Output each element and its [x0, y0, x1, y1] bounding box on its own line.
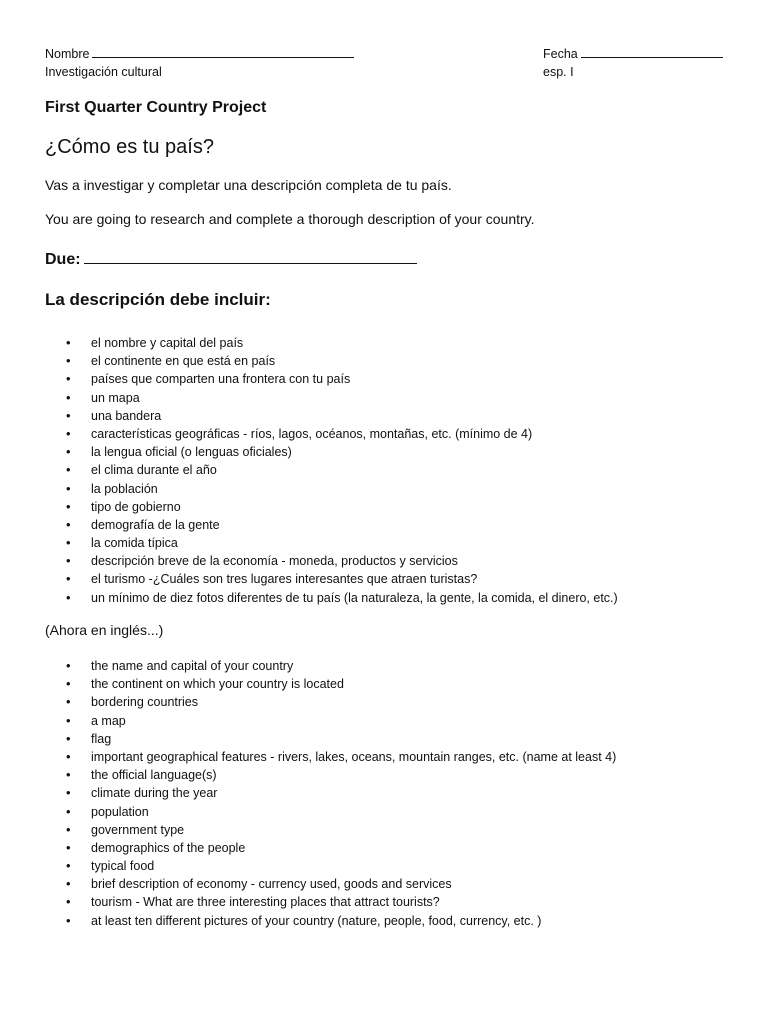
list-item: • el continente en que está en país — [66, 352, 618, 370]
list-item: • el nombre y capital del país — [66, 334, 618, 352]
list-item: • brief description of economy - currency used, goods and services — [66, 875, 616, 893]
list-item: • descripción breve de la economía - moneda, productos y servicios — [66, 552, 618, 570]
list-item: • el turismo -¿Cuáles son tres lugares interesantes que atraen turistas? — [66, 570, 618, 588]
level-label: esp. I — [543, 65, 574, 79]
list-item: • population — [66, 803, 616, 821]
list-item: • el clima durante el año — [66, 461, 618, 479]
date-label: Fecha — [543, 47, 578, 61]
list-item: • características geográficas - ríos, lagos, océanos, montañas, etc. (mínimo de 4) — [66, 425, 618, 443]
list-item: • países que comparten una frontera con tu país — [66, 370, 618, 388]
date-row — [543, 45, 723, 63]
date-blank-line[interactable] — [581, 45, 723, 58]
list-item: • flag — [66, 730, 616, 748]
list-item: • a map — [66, 712, 616, 730]
page-title: First Quarter Country Project — [45, 99, 267, 116]
intro-english: You are going to research and complete a thorough description of your country. — [45, 211, 535, 227]
list-item: • una bandera — [66, 407, 618, 425]
list-item: • demographics of the people — [66, 839, 616, 857]
list-item: • tipo de gobierno — [66, 498, 618, 516]
list-item: • government type — [66, 821, 616, 839]
section-heading-spanish: La descripción debe incluir: — [45, 290, 271, 309]
list-item: • at least ten different pictures of your country (nature, people, food, currency, etc. ) — [66, 912, 616, 930]
header-left — [45, 45, 354, 81]
list-item: • the continent on which your country is located — [66, 675, 616, 693]
section-heading-english: (Ahora en inglés...) — [45, 622, 164, 638]
list-item: • the name and capital of your country — [66, 657, 616, 675]
list-item: • the official language(s) — [66, 766, 616, 784]
due-blank-line[interactable] — [84, 249, 417, 264]
due-row — [45, 249, 417, 269]
course-label: Investigación cultural — [45, 65, 162, 79]
question-heading: ¿Cómo es tu país? — [45, 136, 214, 158]
list-item: • un mapa — [66, 389, 618, 407]
name-blank-line[interactable] — [92, 45, 354, 58]
list-item: • typical food — [66, 857, 616, 875]
requirements-list-english — [66, 657, 616, 930]
list-item: • climate during the year — [66, 784, 616, 802]
list-item: • bordering countries — [66, 693, 616, 711]
list-item: • la comida típica — [66, 534, 618, 552]
name-label: Nombre — [45, 47, 90, 61]
list-item: • demografía de la gente — [66, 516, 618, 534]
intro-spanish: Vas a investigar y completar una descripción completa de tu país. — [45, 177, 452, 193]
list-item: • un mínimo de diez fotos diferentes de tu país (la naturaleza, la gente, la comida, el dinero, etc.) — [66, 589, 618, 607]
list-item: • important geographical features - rivers, lakes, oceans, mountain ranges, etc. (name at least 4) — [66, 748, 616, 766]
list-item: • la lengua oficial (o lenguas oficiales) — [66, 443, 618, 461]
due-label: Due: — [45, 251, 81, 268]
list-item: • la población — [66, 480, 618, 498]
list-item: • tourism - What are three interesting places that attract tourists? — [66, 893, 616, 911]
header-right — [543, 45, 723, 81]
name-row — [45, 45, 354, 63]
requirements-list-spanish — [66, 334, 618, 607]
